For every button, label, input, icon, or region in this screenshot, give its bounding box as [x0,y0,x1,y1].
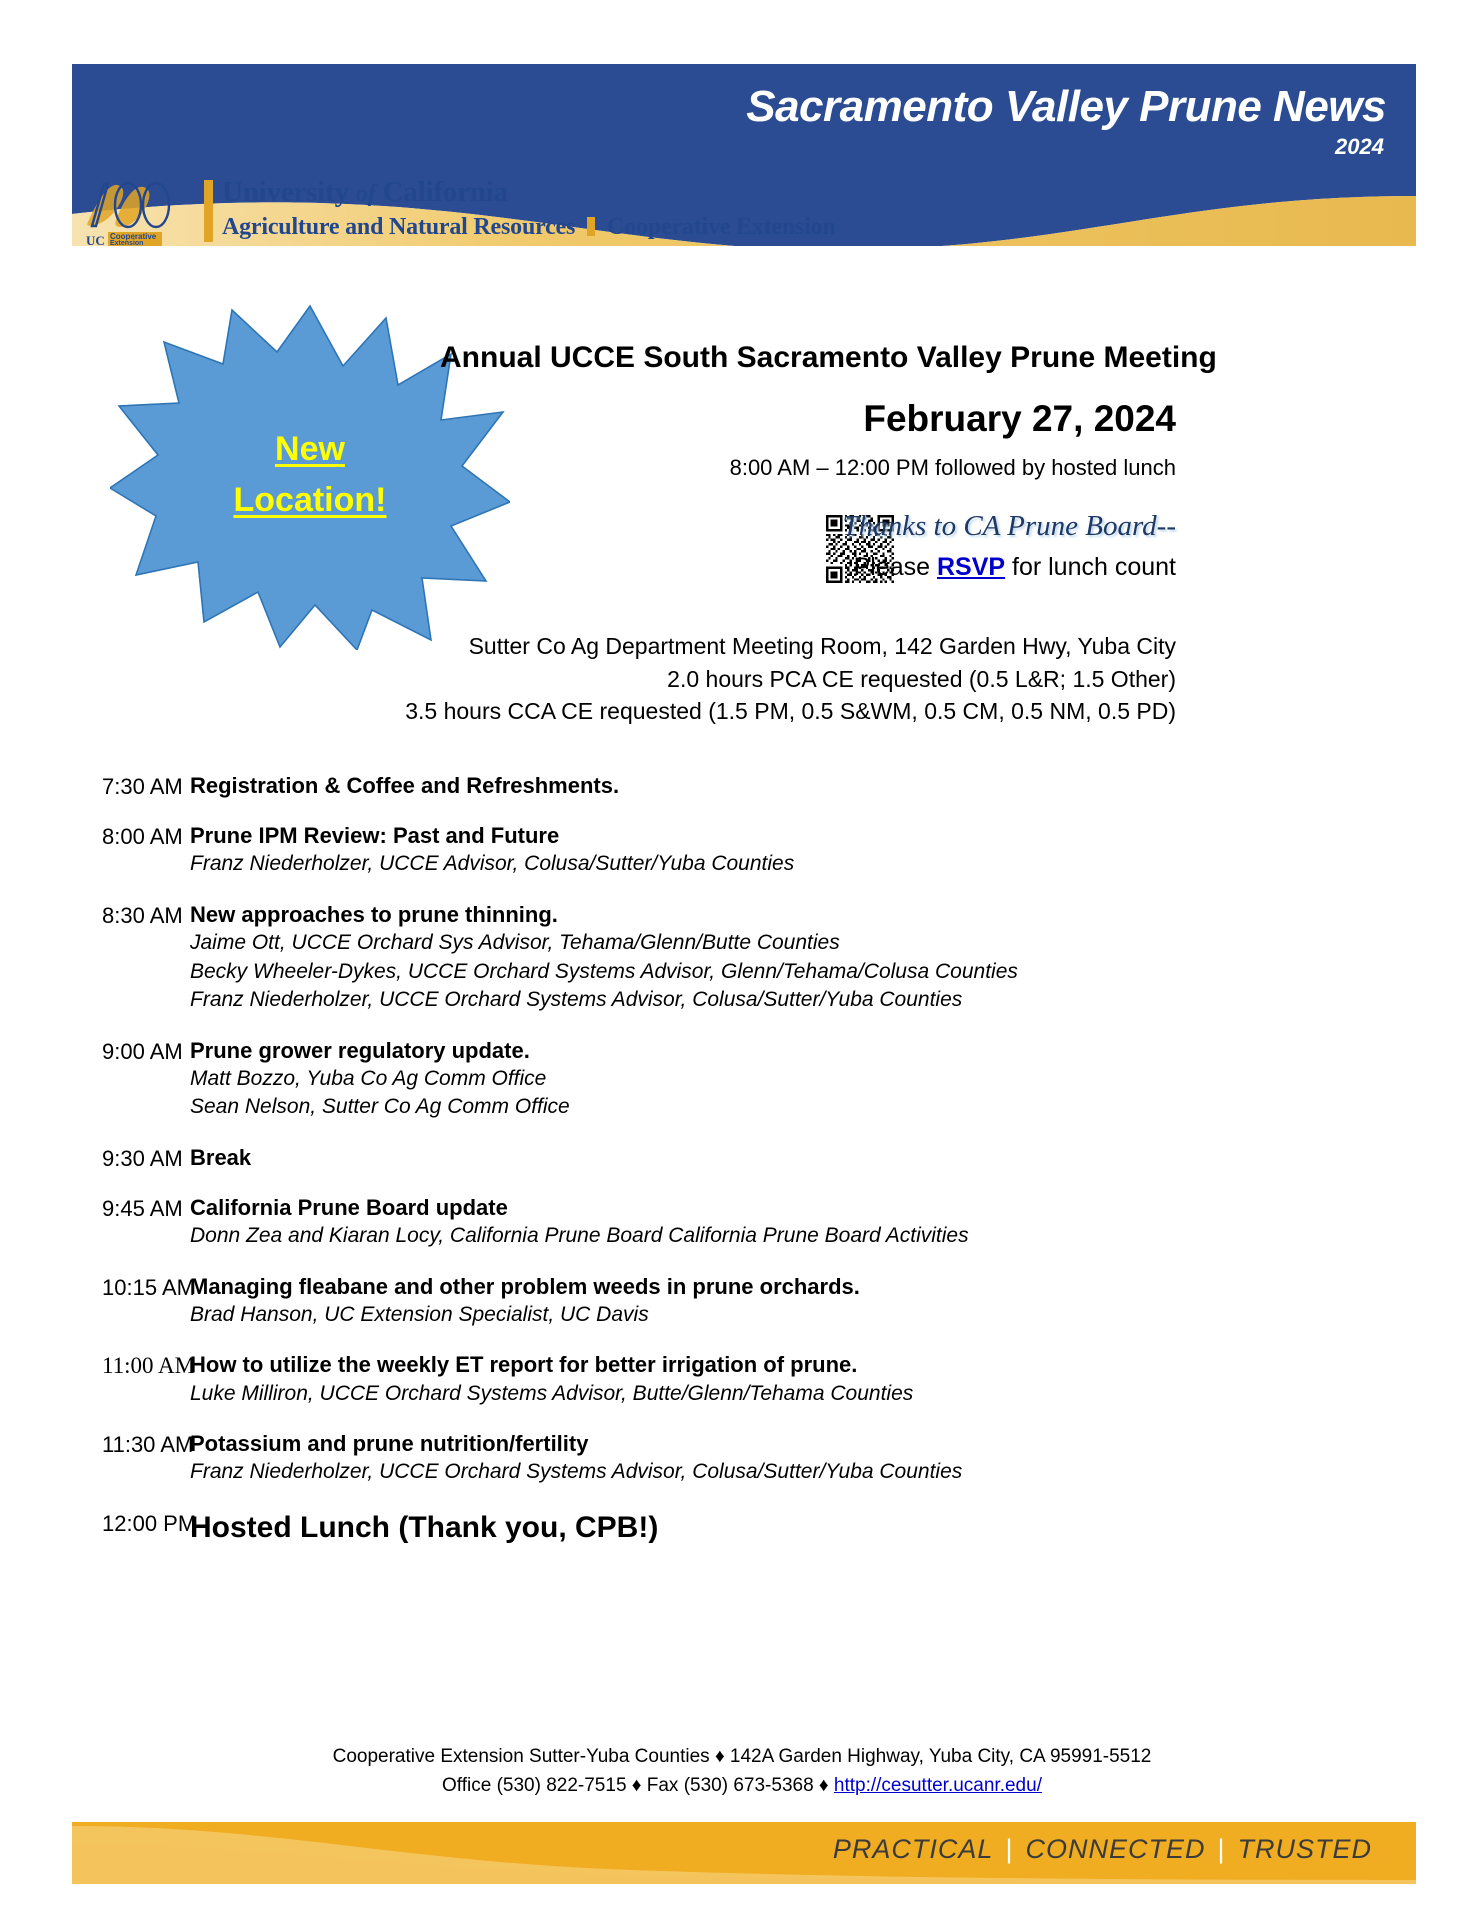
agenda-time: 9:00 AM [102,1038,183,1064]
agenda-time: 9:30 AM [102,1145,183,1171]
venue-location: Sutter Co Ag Department Meeting Room, 142 Garden Hwy, Yuba City [468,633,1176,659]
agenda-list [0,772,1484,1569]
agenda-body [190,1430,1484,1487]
starburst-line-new: New [275,430,345,468]
uc-centennial-seal-icon [82,176,192,248]
uc-university-word: University [222,176,356,208]
agenda-topic: California Prune Board update [190,1195,508,1221]
agenda-body [190,772,1484,800]
agenda-speaker: Franz Niederholzer, UCCE Orchard Systems Advisor, Colusa/Sutter/Yuba Counties [190,1460,963,1484]
svg-text:Extension: Extension [110,240,144,247]
thanks-prune-board: Thanks to CA Prune Board-- [842,510,1176,542]
agenda-row [0,1273,1484,1330]
uc-anr-text: Agriculture and Natural Resources [222,214,576,240]
seal-uc-text: UC [86,233,105,248]
agenda-speaker: Jaime Ott, UCCE Orchard Sys Advisor, Tehama/Glenn/Butte Counties [190,931,840,955]
agenda-body [190,1509,1484,1547]
contact-footer [0,1742,1484,1801]
agenda-topic: How to utilize the weekly ET report for better irrigation of prune. [190,1352,858,1378]
masthead-title: Sacramento Valley Prune News [746,82,1386,131]
agenda-speaker: Becky Wheeler-Dykes, UCCE Orchard Systems Advisor, Glenn/Tehama/Colusa Counties [190,959,1018,983]
tagline-sep-2: | [1217,1834,1226,1864]
agenda-speaker: Sean Nelson, Sutter Co Ag Comm Office [190,1095,570,1119]
agenda-body [190,1194,1484,1251]
rsvp-suffix: for lunch count [1005,553,1176,581]
meeting-date: February 27, 2024 [863,398,1176,439]
uc-ce-text: Cooperative Extension [607,214,836,240]
agenda-speaker: Donn Zea and Kiaran Locy, California Prune Board California Prune Board Activities [190,1224,969,1248]
uc-anr-logo [82,176,836,252]
agenda-body [190,822,1484,879]
agenda-time: 7:30 AM [102,774,183,799]
agenda-speaker: Franz Niederholzer, UCCE Orchard Systems Advisor, Colusa/Sutter/Yuba Counties [190,988,963,1012]
venue-pca-credits: 2.0 hours PCA CE requested (0.5 L&R; 1.5 Other) [667,665,1176,692]
tagline-trusted: TRUSTED [1237,1834,1372,1864]
agenda-speaker: Franz Niederholzer, UCCE Advisor, Colusa/Sutter/Yuba Counties [190,852,795,876]
uc-logo-sep-icon [587,217,595,236]
agenda-time: 11:30 AM [102,1432,194,1458]
agenda-speaker: Matt Bozzo, Yuba Co Ag Comm Office [190,1066,547,1090]
agenda-row [0,1194,1484,1251]
contact-phone-text: Office (530) 822-7515 ♦ Fax (530) 673-5368 ♦ [442,1775,834,1797]
tagline-sep-1: | [1005,1834,1014,1864]
agenda-time: 8:00 AM [102,824,183,850]
agenda-topic: Registration & Coffee and Refreshments. [190,773,620,798]
uc-california-word: California [375,176,508,208]
starburst-line-location: Location! [233,481,387,519]
agenda-topic: Potassium and prune nutrition/fertility [190,1431,589,1457]
meeting-title: Annual UCCE South Sacramento Valley Prune Meeting [440,341,1217,374]
agenda-time: 10:15 AM [102,1274,195,1300]
uc-logo-line-divisions [222,214,836,241]
agenda-body [190,1351,1484,1408]
agenda-time: 12:00 PM [102,1510,197,1536]
uc-of-word: of [355,181,376,207]
tagline-practical: PRACTICAL [832,1834,994,1864]
venue-block [400,630,1176,728]
agenda-time: 8:30 AM [102,902,183,928]
agenda-speaker: Luke Milliron, UCCE Orchard Systems Advisor, Butte/Glenn/Tehama Counties [190,1381,914,1405]
agenda-body [190,1144,1484,1172]
venue-cca-credits: 3.5 hours CCA CE requested (1.5 PM, 0.5 S&WM, 0.5 CM, 0.5 NM, 0.5 PD) [405,698,1176,725]
agenda-row [0,901,1484,1015]
footer-banner [72,1822,1416,1884]
uc-logo-divider [204,180,213,242]
agenda-speaker: Brad Hanson, UC Extension Specialist, UC Davis [190,1302,649,1326]
meeting-time: 8:00 AM – 12:00 PM followed by hosted lunch [729,455,1176,480]
contact-phone-line [0,1771,1484,1800]
agenda-topic: Prune IPM Review: Past and Future [190,823,560,849]
agenda-topic: New approaches to prune thinning. [190,901,558,927]
agenda-row [0,1144,1484,1172]
agenda-row [0,1037,1484,1122]
agenda-topic: Hosted Lunch (Thank you, CPB!) [190,1510,659,1544]
agenda-row [0,772,1484,800]
agenda-topic: Managing fleabane and other problem weeds in prune orchards. [190,1273,860,1299]
masthead-year: 2024 [1335,134,1384,159]
agenda-time: 11:00 AM [102,1353,196,1379]
agenda-topic: Prune grower regulatory update. [190,1037,530,1063]
rsvp-prefix: Please [853,553,937,581]
agenda-row [0,1430,1484,1487]
rsvp-line [440,553,1176,582]
agenda-topic: Break [190,1144,252,1170]
uc-logo-line-university [222,176,508,209]
tagline-connected: CONNECTED [1025,1834,1206,1864]
agenda-row [0,822,1484,879]
contact-address-line: Cooperative Extension Sutter-Yuba Counties ♦ 142A Garden Highway, Yuba City, CA 95991-5512 [332,1746,1152,1767]
agenda-row [0,1351,1484,1408]
footer-tagline [833,1834,1372,1865]
agenda-time: 9:45 AM [102,1196,183,1222]
svg-text:Cooperative: Cooperative [110,232,157,241]
agenda-row [0,1509,1484,1547]
rsvp-link[interactable]: RSVP [936,553,1006,581]
contact-website-link[interactable]: http://cesutter.ucanr.edu/ [833,1775,1042,1797]
agenda-body [190,901,1484,1015]
agenda-body [190,1273,1484,1330]
agenda-body [190,1037,1484,1122]
